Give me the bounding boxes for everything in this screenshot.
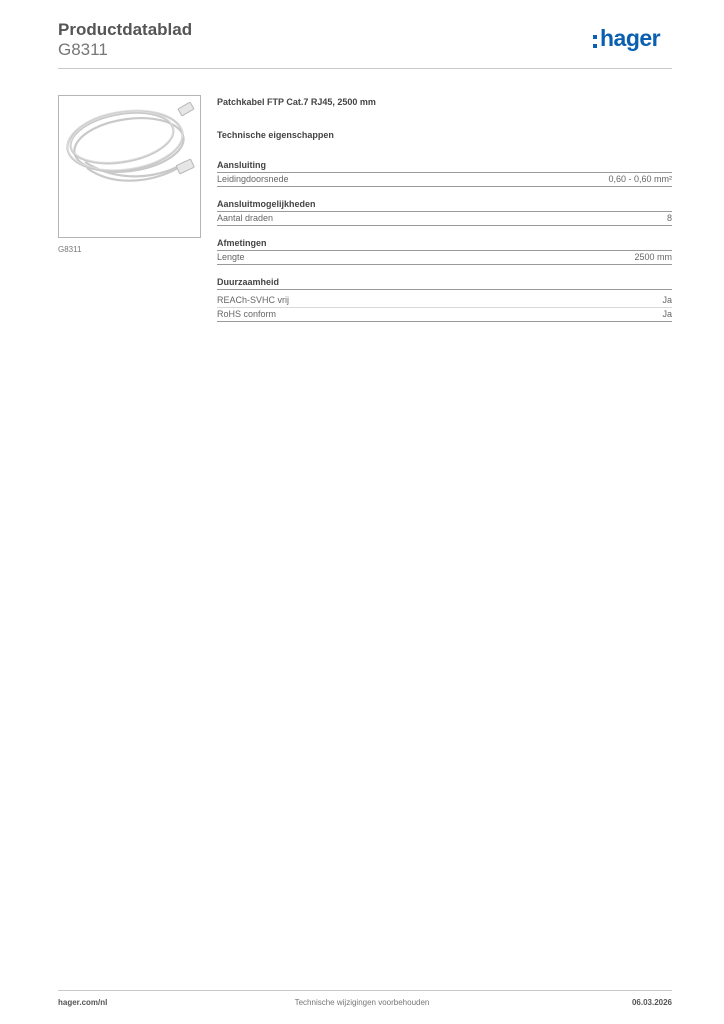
product-image bbox=[58, 95, 201, 238]
spec-value: 2500 mm bbox=[634, 252, 672, 262]
spec-row bbox=[217, 173, 672, 187]
product-title: Patchkabel FTP Cat.7 RJ45, 2500 mm bbox=[217, 97, 376, 107]
spec-group-title: Aansluitmogelijkheden bbox=[217, 199, 672, 212]
page-title: Productdatablad bbox=[58, 20, 193, 39]
spec-value: Ja bbox=[662, 295, 672, 305]
logo-text: hager bbox=[600, 25, 661, 51]
image-caption: G8311 bbox=[58, 245, 82, 254]
section-title: Technische eigenschappen bbox=[217, 130, 334, 140]
spec-group-aansluiting bbox=[217, 160, 672, 187]
spec-row bbox=[217, 212, 672, 226]
spec-group-aansluitmogelijkheden bbox=[217, 199, 672, 226]
spec-label: Leidingdoorsnede bbox=[217, 174, 289, 184]
product-code: G8311 bbox=[58, 40, 108, 59]
spec-group-title: Duurzaamheid bbox=[217, 277, 672, 290]
spec-label: RoHS conform bbox=[217, 309, 277, 319]
spec-label: REACh-SVHC vrij bbox=[217, 295, 290, 305]
logo-dots-icon bbox=[593, 35, 597, 53]
footer-divider bbox=[58, 990, 672, 991]
product-specs bbox=[217, 97, 672, 334]
spec-label: Lengte bbox=[217, 252, 245, 262]
footer-date: 06.03.2026 bbox=[631, 998, 672, 1007]
spec-group-title: Aansluiting bbox=[217, 160, 672, 173]
spec-row bbox=[217, 251, 672, 265]
spec-group-afmetingen bbox=[217, 238, 672, 265]
spec-row bbox=[217, 308, 672, 322]
spec-label: Aantal draden bbox=[217, 213, 274, 223]
spec-value: 0,60 - 0,60 mm² bbox=[608, 174, 672, 184]
spec-group-title: Afmetingen bbox=[217, 238, 672, 251]
spec-value: Ja bbox=[662, 309, 672, 319]
footer-website-link[interactable]: hager.com/nl bbox=[58, 998, 108, 1007]
spec-value: 8 bbox=[666, 213, 672, 223]
spec-group-duurzaamheid bbox=[217, 277, 672, 322]
spec-row bbox=[217, 294, 672, 308]
footer-notice: Technische wijzigingen voorbehouden bbox=[294, 998, 430, 1007]
header-divider bbox=[58, 68, 672, 69]
patch-cable-image bbox=[59, 96, 200, 237]
